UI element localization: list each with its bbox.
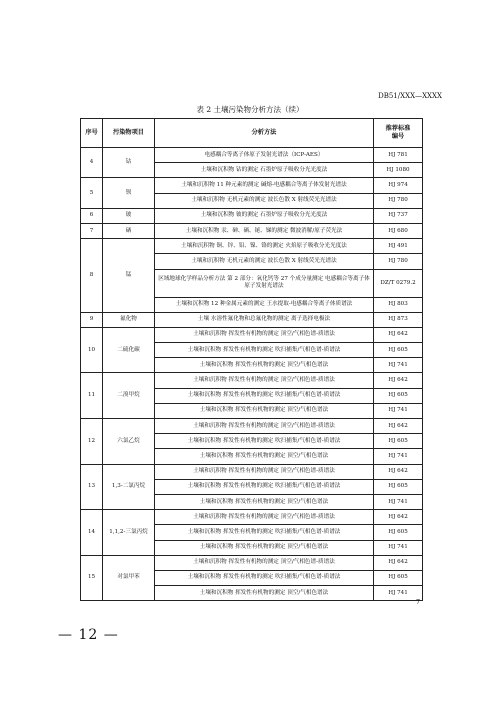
row-number: 4 [81,148,103,178]
analysis-method: 土壤和沉积物 12 种金属元素的测定 王水提取-电感耦合等离子体质谱法 [155,297,374,312]
standard-number: HJ 781 [374,148,423,163]
standard-number: HJ 605 [374,525,423,540]
standard-number: HJ 605 [374,570,423,585]
analysis-methods-table [80,118,423,601]
table-row [81,312,423,327]
analysis-method: 土壤和沉积物 挥发性有机物的测定 吹扫捕集/气相色谱-质谱法 [155,570,374,585]
standard-number: HJ 680 [374,223,423,238]
analysis-method: 土壤和沉积物 11 种元素的测定 碱熔-电感耦合等离子体发射光谱法 [155,178,374,193]
table-title: 表 2 土壤污染物分析方法（续） [196,105,304,114]
table-row [81,464,423,479]
analysis-method: 土壤和沉积物 挥发性有机物的测定 顶空/气相色谱法 [155,494,374,509]
standard-number: HJ 642 [374,510,423,525]
analysis-method: 土壤和沉积物 无机元素的测定 波长色散 X 射线荧光光谱法 [155,193,374,208]
analysis-method: 土壤和沉积物 挥发性有机物的测定 吹扫捕集/气相色谱-质谱法 [155,525,374,540]
analysis-method: 土壤和沉积物 挥发性有机物的测定 顶空/气相色谱法 [155,540,374,555]
row-number: 15 [81,555,103,601]
analysis-method: 土壤和沉积物 挥发性有机物的测定 吹扫捕集/气相色谱-质谱法 [155,434,374,449]
analysis-method: 土壤和沉积物 挥发性有机物的测定 吹扫捕集/气相色谱-质谱法 [155,479,374,494]
row-number: 14 [81,510,103,556]
analysis-method: 土壤和沉积物 挥发性有机物的测定 顶空/气相色谱-质谱法 [155,510,374,525]
standard-number: HJ 741 [374,403,423,418]
pollutant-name: 六氯乙烷 [103,419,155,465]
pollutant-name: 锰 [103,239,155,313]
pollutant-name: 1,1,2-三氯丙烷 [103,510,155,556]
standard-number: HJ 1080 [374,163,423,178]
table-row [81,555,423,570]
analysis-method: 土壤和沉积物 挥发性有机物的测定 顶空/气相色谱-质谱法 [155,373,374,388]
standard-number: HJ 642 [374,555,423,570]
table-row [81,223,423,238]
standard-number: HJ 642 [374,373,423,388]
table-header-row [81,119,423,148]
standard-number: HJ 605 [374,343,423,358]
standard-number: HJ 803 [374,297,423,312]
standard-number: HJ 780 [374,254,423,269]
row-number: 5 [81,178,103,208]
row-number: 9 [81,312,103,327]
header-standard-label: 推荐标准编号 [385,125,411,140]
analysis-method: 土壤和沉积物 挥发性有机物的测定 顶空/气相色谱法 [155,403,374,418]
analysis-method: 土壤和沉积物 挥发性有机物的测定 顶空/气相色谱-质谱法 [155,555,374,570]
table-row [81,148,423,163]
analysis-method: 土壤和沉积物 挥发性有机物的测定 吹扫捕集/气相色谱-质谱法 [155,343,374,358]
header-no: 序号 [81,119,103,148]
standard-number: HJ 741 [374,540,423,555]
standard-number: HJ 605 [374,434,423,449]
analysis-method: 土壤和沉积物 汞、砷、硒、铋、锑的测定 微波消解/原子荧光法 [155,223,374,238]
table-row [81,510,423,525]
analysis-method: 土壤和沉积物 挥发性有机物的测定 顶空/气相色谱-质谱法 [155,419,374,434]
table-row [81,327,423,342]
page-number: 7 [416,599,420,606]
analysis-method: 土壤 水溶性氟化物和总氟化物的测定 离子选择电极法 [155,312,374,327]
standard-number: HJ 741 [374,449,423,464]
analysis-method: 土壤和沉积物 铜、锌、铅、镍、铬的测定 火焰原子吸收分光光度法 [155,239,374,254]
analysis-method: 土壤和沉积物 无机元素的测定 波长色散 X 射线荧光光谱法 [155,254,374,269]
row-number: 12 [81,419,103,465]
pollutant-name: 硒 [103,223,155,238]
standard-number: HJ 741 [374,358,423,373]
header-method: 分析方法 [155,119,374,148]
footer-page-number: — 12 — [58,627,119,643]
header-pollutant: 污染物项目 [103,119,155,148]
standard-number: HJ 780 [374,193,423,208]
standard-number: HJ 605 [374,479,423,494]
analysis-method: 土壤和沉积物 钴的测定 石墨炉原子吸收分光光度法 [155,163,374,178]
pollutant-name: 铍 [103,208,155,223]
standard-number: HJ 873 [374,312,423,327]
standard-number: HJ 737 [374,208,423,223]
analysis-method: 电感耦合等离子体原子发射光谱法（ICP-AES） [155,148,374,163]
table-row [81,239,423,254]
analysis-method: 土壤和沉积物 挥发性有机物的测定 顶空/气相色谱法 [155,358,374,373]
standard-number: DZ/T 0279.2 [374,269,423,297]
analysis-method: 土壤和沉积物 挥发性有机物的测定 顶空/气相色谱-质谱法 [155,464,374,479]
analysis-method: 区域地球化学样品分析方法 第 2 部分：氧化钙等 27 个成分量测定 电感耦合等离子体原子发射光谱法 [155,269,374,297]
row-number: 13 [81,464,103,510]
standard-number: HJ 605 [374,388,423,403]
pollutant-name: 对氯甲苯 [103,555,155,601]
row-number: 10 [81,327,103,373]
pollutant-name: 二硫化碳 [103,327,155,373]
row-number: 11 [81,373,103,419]
analysis-method: 土壤和沉积物 铍的测定 石墨炉原子吸收分光光度法 [155,208,374,223]
row-number: 8 [81,239,103,313]
document-code: DB51/XXX—XXXX [378,92,442,100]
analysis-method: 土壤和沉积物 挥发性有机物的测定 吹扫捕集/气相色谱-质谱法 [155,388,374,403]
pollutant-name: 1,3-二氯丙烷 [103,464,155,510]
table-row [81,178,423,193]
pollutant-name: 氟化物 [103,312,155,327]
table-row [81,373,423,388]
table-row [81,208,423,223]
standard-number: HJ 974 [374,178,423,193]
pollutant-name: 二溴甲烷 [103,373,155,419]
standard-number: HJ 491 [374,239,423,254]
analysis-method: 土壤和沉积物 挥发性有机物的测定 顶空/气相色谱法 [155,449,374,464]
analysis-method: 土壤和沉积物 挥发性有机物的测定 顶空/气相色谱法 [155,586,374,601]
standard-number: HJ 741 [374,494,423,509]
pollutant-name: 钡 [103,178,155,208]
standard-number: HJ 741 [374,586,423,601]
standard-number: HJ 642 [374,464,423,479]
table-row [81,419,423,434]
standard-number: HJ 642 [374,327,423,342]
header-standard [374,119,423,148]
standard-number: HJ 642 [374,419,423,434]
analysis-method: 土壤和沉积物 挥发性有机物的测定 顶空/气相色谱-质谱法 [155,327,374,342]
pollutant-name: 钴 [103,148,155,178]
row-number: 6 [81,208,103,223]
row-number: 7 [81,223,103,238]
